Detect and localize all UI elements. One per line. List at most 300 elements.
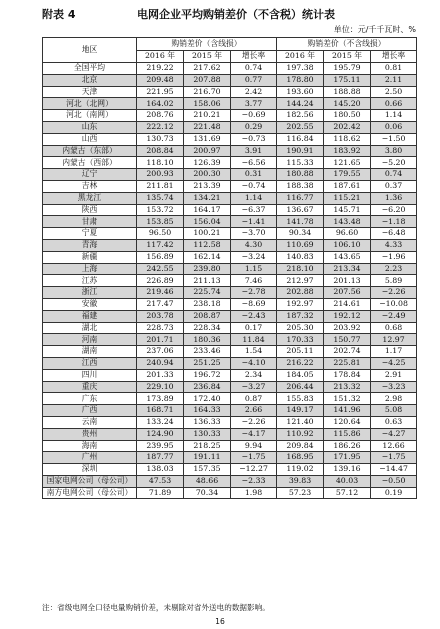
region-cell: 内蒙古（东部） xyxy=(43,145,137,157)
growth-with-loss: 0.17 xyxy=(231,322,277,334)
region-cell: 江西 xyxy=(43,357,137,369)
region-cell: 安徽 xyxy=(43,298,137,310)
table-row xyxy=(43,110,417,122)
growth-without-loss: 0.37 xyxy=(371,180,417,192)
growth-without-loss: 2.23 xyxy=(371,263,417,275)
growth-with-loss: 3.77 xyxy=(231,98,277,110)
table-row xyxy=(43,251,417,263)
value-2015-with-loss: 233.46 xyxy=(184,346,231,358)
growth-with-loss: −0.73 xyxy=(231,133,277,145)
region-cell: 云南 xyxy=(43,416,137,428)
value-2016-with-loss: 222.12 xyxy=(137,121,184,133)
table-number: 附表 4 xyxy=(42,8,76,21)
table-row xyxy=(43,133,417,145)
value-2015-without-loss: 106.10 xyxy=(324,239,371,251)
value-2015-without-loss: 214.61 xyxy=(324,298,371,310)
table-row xyxy=(43,475,417,487)
growth-with-loss: 9.94 xyxy=(231,440,277,452)
growth-without-loss: −2.26 xyxy=(371,287,417,299)
value-2015-without-loss: 139.16 xyxy=(324,464,371,476)
growth-with-loss: −1.41 xyxy=(231,216,277,228)
table-row xyxy=(43,322,417,334)
growth-with-loss: −8.69 xyxy=(231,298,277,310)
value-2016-without-loss: 216.22 xyxy=(277,357,324,369)
growth-without-loss: 12.66 xyxy=(371,440,417,452)
region-cell: 国家电网公司（母公司） xyxy=(43,475,137,487)
value-2016-without-loss: 190.91 xyxy=(277,145,324,157)
value-2015-with-loss: 200.97 xyxy=(184,145,231,157)
value-2016-with-loss: 240.94 xyxy=(137,357,184,369)
growth-with-loss: 0.87 xyxy=(231,393,277,405)
value-2016-without-loss: 149.17 xyxy=(277,405,324,417)
growth-without-loss: 1.14 xyxy=(371,110,417,122)
table-row xyxy=(43,452,417,464)
value-2016-with-loss: 153.85 xyxy=(137,216,184,228)
value-2015-without-loss: 203.92 xyxy=(324,322,371,334)
value-2015-without-loss: 187.61 xyxy=(324,180,371,192)
header-region: 地区 xyxy=(43,38,137,63)
table-row xyxy=(43,464,417,476)
value-2015-with-loss: 156.04 xyxy=(184,216,231,228)
value-2016-without-loss: 206.44 xyxy=(277,381,324,393)
growth-without-loss: 4.33 xyxy=(371,239,417,251)
region-cell: 山西 xyxy=(43,133,137,145)
table-row xyxy=(43,74,417,86)
value-2016-with-loss: 226.89 xyxy=(137,275,184,287)
table-title-row xyxy=(0,4,440,24)
value-2016-without-loss: 178.80 xyxy=(277,74,324,86)
value-2016-without-loss: 144.24 xyxy=(277,98,324,110)
value-2016-with-loss: 242.55 xyxy=(137,263,184,275)
growth-without-loss: 3.80 xyxy=(371,145,417,157)
value-2015-with-loss: 136.33 xyxy=(184,416,231,428)
growth-without-loss: −1.75 xyxy=(371,452,417,464)
region-cell: 江苏 xyxy=(43,275,137,287)
value-2015-without-loss: 213.32 xyxy=(324,381,371,393)
value-2015-with-loss: 251.25 xyxy=(184,357,231,369)
value-2015-without-loss: 186.26 xyxy=(324,440,371,452)
growth-without-loss: 0.06 xyxy=(371,121,417,133)
growth-with-loss: −12.27 xyxy=(231,464,277,476)
region-cell: 青海 xyxy=(43,239,137,251)
value-2016-with-loss: 219.46 xyxy=(137,287,184,299)
region-cell: 重庆 xyxy=(43,381,137,393)
value-2015-with-loss: 216.70 xyxy=(184,86,231,98)
growth-without-loss: −0.50 xyxy=(371,475,417,487)
value-2015-with-loss: 221.48 xyxy=(184,121,231,133)
value-2015-without-loss: 183.92 xyxy=(324,145,371,157)
table-row xyxy=(43,487,417,499)
region-cell: 甘肃 xyxy=(43,216,137,228)
growth-with-loss: −3.70 xyxy=(231,228,277,240)
growth-without-loss: −1.18 xyxy=(371,216,417,228)
value-2015-without-loss: 151.32 xyxy=(324,393,371,405)
value-2016-without-loss: 141.78 xyxy=(277,216,324,228)
growth-without-loss: −14.47 xyxy=(371,464,417,476)
table-row xyxy=(43,416,417,428)
table-row xyxy=(43,169,417,181)
value-2015-with-loss: 131.69 xyxy=(184,133,231,145)
value-2016-without-loss: 202.55 xyxy=(277,121,324,133)
region-cell: 广州 xyxy=(43,452,137,464)
value-2016-with-loss: 208.84 xyxy=(137,145,184,157)
growth-without-loss: −10.08 xyxy=(371,298,417,310)
value-2016-with-loss: 219.22 xyxy=(137,63,184,75)
growth-without-loss: 0.66 xyxy=(371,98,417,110)
value-2016-with-loss: 211.81 xyxy=(137,180,184,192)
table-row xyxy=(43,357,417,369)
region-cell: 天津 xyxy=(43,86,137,98)
value-2015-with-loss: 162.14 xyxy=(184,251,231,263)
value-2016-with-loss: 209.48 xyxy=(137,74,184,86)
value-2015-with-loss: 191.11 xyxy=(184,452,231,464)
value-2016-without-loss: 184.05 xyxy=(277,369,324,381)
value-2016-without-loss: 209.84 xyxy=(277,440,324,452)
growth-without-loss: 1.17 xyxy=(371,346,417,358)
growth-without-loss: −1.50 xyxy=(371,133,417,145)
value-2016-without-loss: 197.38 xyxy=(277,63,324,75)
growth-with-loss: −6.56 xyxy=(231,157,277,169)
value-2016-with-loss: 200.93 xyxy=(137,169,184,181)
value-2016-without-loss: 193.60 xyxy=(277,86,324,98)
value-2016-without-loss: 205.11 xyxy=(277,346,324,358)
table-row xyxy=(43,369,417,381)
value-2015-without-loss: 115.86 xyxy=(324,428,371,440)
table-row xyxy=(43,275,417,287)
growth-with-loss: 1.98 xyxy=(231,487,277,499)
region-cell: 新疆 xyxy=(43,251,137,263)
value-2016-with-loss: 229.10 xyxy=(137,381,184,393)
growth-without-loss: −6.20 xyxy=(371,204,417,216)
value-2015-without-loss: 188.88 xyxy=(324,86,371,98)
value-2015-with-loss: 158.06 xyxy=(184,98,231,110)
value-2015-with-loss: 208.87 xyxy=(184,310,231,322)
region-cell: 南方电网公司（母公司） xyxy=(43,487,137,499)
value-2016-without-loss: 110.69 xyxy=(277,239,324,251)
table-row xyxy=(43,180,417,192)
value-2015-without-loss: 202.42 xyxy=(324,121,371,133)
value-2016-without-loss: 110.92 xyxy=(277,428,324,440)
growth-with-loss: −2.33 xyxy=(231,475,277,487)
value-2015-without-loss: 96.60 xyxy=(324,228,371,240)
value-2016-with-loss: 201.33 xyxy=(137,369,184,381)
region-cell: 河北（南网） xyxy=(43,110,137,122)
value-2016-with-loss: 138.03 xyxy=(137,464,184,476)
table-row xyxy=(43,287,417,299)
value-2016-with-loss: 203.78 xyxy=(137,310,184,322)
table-body xyxy=(43,63,417,499)
value-2015-without-loss: 201.13 xyxy=(324,275,371,287)
value-2015-with-loss: 210.21 xyxy=(184,110,231,122)
value-2015-without-loss: 115.21 xyxy=(324,192,371,204)
value-2016-without-loss: 168.95 xyxy=(277,452,324,464)
value-2016-with-loss: 201.71 xyxy=(137,334,184,346)
value-2015-without-loss: 195.79 xyxy=(324,63,371,75)
growth-without-loss: 5.08 xyxy=(371,405,417,417)
growth-without-loss: 2.50 xyxy=(371,86,417,98)
value-2015-with-loss: 225.74 xyxy=(184,287,231,299)
growth-without-loss: 0.68 xyxy=(371,322,417,334)
value-2016-without-loss: 115.33 xyxy=(277,157,324,169)
growth-without-loss: 2.91 xyxy=(371,369,417,381)
region-cell: 河北（北网） xyxy=(43,98,137,110)
growth-with-loss: 0.29 xyxy=(231,121,277,133)
value-2016-without-loss: 140.83 xyxy=(277,251,324,263)
value-2016-without-loss: 187.32 xyxy=(277,310,324,322)
value-2016-without-loss: 121.40 xyxy=(277,416,324,428)
value-2015-with-loss: 134.21 xyxy=(184,192,231,204)
unit-label: 单位：元/千千瓦时、% xyxy=(333,25,416,34)
growth-without-loss: −2.49 xyxy=(371,310,417,322)
region-cell: 辽宁 xyxy=(43,169,137,181)
growth-with-loss: −3.27 xyxy=(231,381,277,393)
table-row xyxy=(43,298,417,310)
growth-with-loss: 0.77 xyxy=(231,74,277,86)
table-row xyxy=(43,239,417,251)
growth-without-loss: 12.97 xyxy=(371,334,417,346)
value-2015-with-loss: 112.58 xyxy=(184,239,231,251)
region-cell: 全国平均 xyxy=(43,63,137,75)
table-title: 电网企业平均购销差价（不含税）统计表 xyxy=(137,8,335,21)
growth-without-loss: −1.96 xyxy=(371,251,417,263)
growth-without-loss: 0.81 xyxy=(371,63,417,75)
growth-without-loss: 0.63 xyxy=(371,416,417,428)
table-row xyxy=(43,334,417,346)
growth-without-loss: −3.23 xyxy=(371,381,417,393)
value-2015-without-loss: 225.81 xyxy=(324,357,371,369)
value-2015-with-loss: 180.36 xyxy=(184,334,231,346)
value-2015-with-loss: 213.39 xyxy=(184,180,231,192)
growth-with-loss: 2.42 xyxy=(231,86,277,98)
value-2015-without-loss: 207.56 xyxy=(324,287,371,299)
value-2016-without-loss: 155.83 xyxy=(277,393,324,405)
value-2016-with-loss: 71.89 xyxy=(137,487,184,499)
value-2015-with-loss: 164.17 xyxy=(184,204,231,216)
table-row xyxy=(43,98,417,110)
value-2015-without-loss: 178.84 xyxy=(324,369,371,381)
value-2015-with-loss: 238.18 xyxy=(184,298,231,310)
growth-with-loss: 3.91 xyxy=(231,145,277,157)
table-row xyxy=(43,86,417,98)
value-2016-with-loss: 187.77 xyxy=(137,452,184,464)
value-2016-with-loss: 117.42 xyxy=(137,239,184,251)
value-2016-with-loss: 239.95 xyxy=(137,440,184,452)
value-2016-without-loss: 182.56 xyxy=(277,110,324,122)
table-row xyxy=(43,192,417,204)
value-2015-without-loss: 171.95 xyxy=(324,452,371,464)
growth-without-loss: 0.74 xyxy=(371,169,417,181)
table-row xyxy=(43,121,417,133)
value-2016-without-loss: 136.67 xyxy=(277,204,324,216)
header-group-with-loss: 购销差价（含线损） xyxy=(137,38,277,51)
growth-without-loss: 5.89 xyxy=(371,275,417,287)
value-2016-without-loss: 119.02 xyxy=(277,464,324,476)
value-2016-without-loss: 180.88 xyxy=(277,169,324,181)
value-2016-with-loss: 118.10 xyxy=(137,157,184,169)
region-cell: 上海 xyxy=(43,263,137,275)
growth-with-loss: −0.74 xyxy=(231,180,277,192)
value-2015-without-loss: 145.20 xyxy=(324,98,371,110)
growth-with-loss: −2.26 xyxy=(231,416,277,428)
value-2016-without-loss: 116.84 xyxy=(277,133,324,145)
value-2016-without-loss: 192.97 xyxy=(277,298,324,310)
growth-with-loss: −3.24 xyxy=(231,251,277,263)
growth-without-loss: −4.25 xyxy=(371,357,417,369)
value-2015-without-loss: 143.65 xyxy=(324,251,371,263)
value-2015-without-loss: 143.48 xyxy=(324,216,371,228)
region-cell: 吉林 xyxy=(43,180,137,192)
region-cell: 北京 xyxy=(43,74,137,86)
growth-with-loss: −6.37 xyxy=(231,204,277,216)
growth-with-loss: 4.30 xyxy=(231,239,277,251)
growth-without-loss: 2.98 xyxy=(371,393,417,405)
value-2015-with-loss: 48.66 xyxy=(184,475,231,487)
growth-with-loss: 1.54 xyxy=(231,346,277,358)
value-2015-without-loss: 175.11 xyxy=(324,74,371,86)
value-2016-without-loss: 39.83 xyxy=(277,475,324,487)
value-2015-with-loss: 70.34 xyxy=(184,487,231,499)
table-row xyxy=(43,157,417,169)
header-growth: 增长率 xyxy=(371,51,417,63)
table-row xyxy=(43,204,417,216)
region-cell: 宁夏 xyxy=(43,228,137,240)
table-row xyxy=(43,393,417,405)
value-2015-with-loss: 157.35 xyxy=(184,464,231,476)
growth-with-loss: 7.46 xyxy=(231,275,277,287)
header-2015: 2015 年 xyxy=(324,51,371,63)
value-2016-with-loss: 156.89 xyxy=(137,251,184,263)
table-row xyxy=(43,216,417,228)
value-2015-without-loss: 192.12 xyxy=(324,310,371,322)
header-growth: 增长率 xyxy=(231,51,277,63)
value-2016-with-loss: 96.50 xyxy=(137,228,184,240)
value-2016-without-loss: 202.88 xyxy=(277,287,324,299)
value-2015-with-loss: 172.40 xyxy=(184,393,231,405)
value-2015-without-loss: 150.77 xyxy=(324,334,371,346)
value-2016-without-loss: 205.30 xyxy=(277,322,324,334)
growth-without-loss: 1.36 xyxy=(371,192,417,204)
value-2015-without-loss: 141.96 xyxy=(324,405,371,417)
header-2015: 2015 年 xyxy=(184,51,231,63)
value-2016-without-loss: 90.34 xyxy=(277,228,324,240)
value-2015-without-loss: 179.55 xyxy=(324,169,371,181)
region-cell: 深圳 xyxy=(43,464,137,476)
value-2016-with-loss: 221.95 xyxy=(137,86,184,98)
table-row xyxy=(43,228,417,240)
region-cell: 浙江 xyxy=(43,287,137,299)
value-2016-with-loss: 130.73 xyxy=(137,133,184,145)
value-2016-without-loss: 116.77 xyxy=(277,192,324,204)
value-2016-without-loss: 212.97 xyxy=(277,275,324,287)
header-2016: 2016 年 xyxy=(277,51,324,63)
value-2016-with-loss: 133.24 xyxy=(137,416,184,428)
value-2016-with-loss: 164.02 xyxy=(137,98,184,110)
growth-with-loss: −2.78 xyxy=(231,287,277,299)
value-2015-without-loss: 121.65 xyxy=(324,157,371,169)
value-2015-with-loss: 228.34 xyxy=(184,322,231,334)
region-cell: 陕西 xyxy=(43,204,137,216)
growth-with-loss: 1.14 xyxy=(231,192,277,204)
growth-with-loss: −4.10 xyxy=(231,357,277,369)
growth-with-loss: 0.31 xyxy=(231,169,277,181)
value-2016-with-loss: 237.06 xyxy=(137,346,184,358)
region-cell: 黑龙江 xyxy=(43,192,137,204)
value-2015-with-loss: 236.84 xyxy=(184,381,231,393)
table-row xyxy=(43,263,417,275)
growth-with-loss: 2.66 xyxy=(231,405,277,417)
value-2015-with-loss: 217.62 xyxy=(184,63,231,75)
value-2016-with-loss: 217.47 xyxy=(137,298,184,310)
value-2016-without-loss: 57.23 xyxy=(277,487,324,499)
region-cell: 福建 xyxy=(43,310,137,322)
region-cell: 河南 xyxy=(43,334,137,346)
growth-without-loss: −5.20 xyxy=(371,157,417,169)
growth-without-loss: −6.48 xyxy=(371,228,417,240)
growth-without-loss: 0.19 xyxy=(371,487,417,499)
table-row xyxy=(43,310,417,322)
value-2015-with-loss: 207.88 xyxy=(184,74,231,86)
value-2015-with-loss: 239.80 xyxy=(184,263,231,275)
value-2016-without-loss: 188.38 xyxy=(277,180,324,192)
region-cell: 海南 xyxy=(43,440,137,452)
value-2016-with-loss: 124.90 xyxy=(137,428,184,440)
growth-with-loss: 0.74 xyxy=(231,63,277,75)
value-2016-without-loss: 170.33 xyxy=(277,334,324,346)
growth-with-loss: −2.43 xyxy=(231,310,277,322)
value-2016-without-loss: 218.10 xyxy=(277,263,324,275)
value-2015-without-loss: 120.64 xyxy=(324,416,371,428)
region-cell: 湖南 xyxy=(43,346,137,358)
growth-with-loss: 1.15 xyxy=(231,263,277,275)
value-2015-with-loss: 130.33 xyxy=(184,428,231,440)
value-2015-with-loss: 100.21 xyxy=(184,228,231,240)
region-cell: 贵州 xyxy=(43,428,137,440)
value-2015-with-loss: 200.30 xyxy=(184,169,231,181)
table-row xyxy=(43,381,417,393)
value-2015-with-loss: 218.25 xyxy=(184,440,231,452)
value-2015-with-loss: 211.13 xyxy=(184,275,231,287)
growth-with-loss: 2.34 xyxy=(231,369,277,381)
value-2015-without-loss: 180.50 xyxy=(324,110,371,122)
header-group-without-loss: 购销差价（不含线损） xyxy=(277,38,417,51)
growth-without-loss: −4.27 xyxy=(371,428,417,440)
table-row xyxy=(43,428,417,440)
value-2015-without-loss: 118.62 xyxy=(324,133,371,145)
value-2016-with-loss: 228.73 xyxy=(137,322,184,334)
page-number: 16 xyxy=(215,617,225,626)
table-row xyxy=(43,145,417,157)
value-2016-with-loss: 173.89 xyxy=(137,393,184,405)
growth-with-loss: 11.84 xyxy=(231,334,277,346)
price-spread-table xyxy=(42,37,417,499)
value-2016-with-loss: 208.76 xyxy=(137,110,184,122)
table-row xyxy=(43,440,417,452)
value-2015-without-loss: 57.12 xyxy=(324,487,371,499)
growth-with-loss: −1.75 xyxy=(231,452,277,464)
footnote: 注：省级电网全口径电量购销价差，未剔除对省外送电的数据影响。 xyxy=(42,603,270,612)
growth-with-loss: −0.69 xyxy=(231,110,277,122)
growth-without-loss: 2.11 xyxy=(371,74,417,86)
region-cell: 广东 xyxy=(43,393,137,405)
value-2015-without-loss: 40.03 xyxy=(324,475,371,487)
value-2016-with-loss: 47.53 xyxy=(137,475,184,487)
value-2016-with-loss: 168.71 xyxy=(137,405,184,417)
value-2015-without-loss: 213.34 xyxy=(324,263,371,275)
value-2015-with-loss: 196.72 xyxy=(184,369,231,381)
table-row xyxy=(43,405,417,417)
value-2016-with-loss: 153.72 xyxy=(137,204,184,216)
region-cell: 山东 xyxy=(43,121,137,133)
